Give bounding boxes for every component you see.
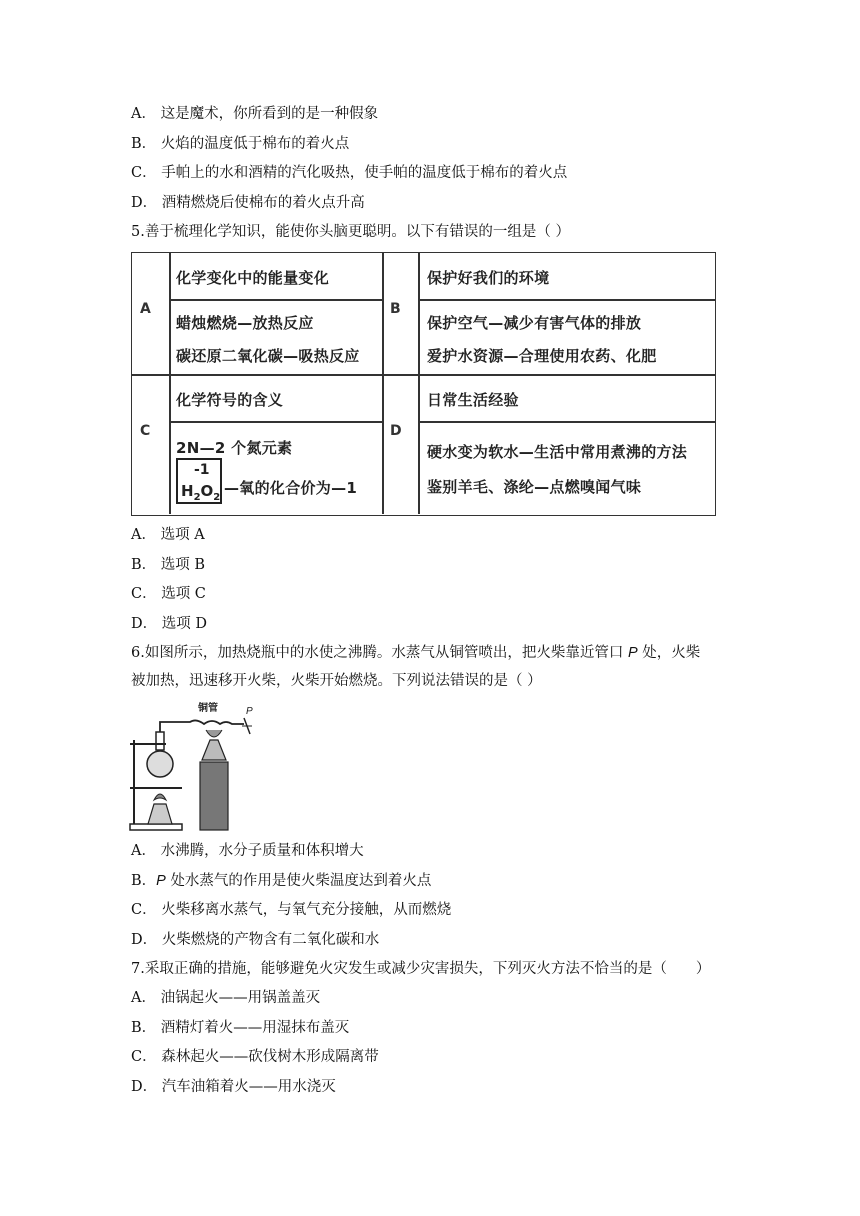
point-p-label: P: [246, 706, 253, 717]
q6-option-b: B．P 处水蒸气的作用是使火柴温度达到着火点: [131, 873, 432, 889]
group-c-line-1: 2N—2 个氮元素: [176, 439, 293, 457]
table-divider: [169, 421, 382, 423]
group-a-line-1: 蜡烛燃烧—放热反应: [176, 314, 314, 332]
table-divider: [418, 253, 420, 514]
q5-stem: 5.善于梳理化学知识，能使你头脑更聪明。以下有错误的一组是（ ）: [131, 224, 570, 240]
group-d-heading: 日常生活经验: [427, 391, 519, 409]
group-a-letter: A: [140, 301, 151, 317]
group-a-line-2: 碳还原二氧化碳—吸热反应: [176, 347, 360, 365]
q7-option-b: B． 酒精灯着火——用湿抹布盖灭: [131, 1020, 350, 1036]
group-c-heading: 化学符号的含义: [176, 391, 284, 409]
group-d-line-2: 鉴别羊毛、涤纶—点燃嗅闻气味: [427, 478, 642, 496]
q5-option-b: B． 选项 B: [131, 557, 206, 573]
table-divider: [169, 299, 382, 301]
q7-option-d: D． 汽车油箱着火——用水浇灭: [131, 1079, 336, 1095]
q5-option-d: D． 选项 D: [131, 616, 207, 632]
q7-option-c: C． 森林起火——砍伐树木形成隔离带: [131, 1049, 379, 1065]
q7-option-a: A． 油锅起火——用锅盖盖灭: [131, 990, 321, 1006]
copper-tube-label: 铜管: [198, 703, 218, 714]
valence-label: -1: [194, 462, 210, 478]
q6-option-a: A． 水沸腾，水分子质量和体积增大: [131, 843, 364, 859]
group-c-letter: C: [140, 423, 151, 439]
table-divider: [132, 374, 715, 376]
q6-stem-line-2: 被加热，迅速移开火柴，火柴开始燃烧。下列说法错误的是（ ）: [131, 673, 542, 689]
steam-apparatus-figure: [126, 700, 262, 834]
table-divider: [382, 253, 384, 514]
h2o2-valence-box: [176, 458, 222, 504]
q4-option-d: D． 酒精燃烧后使棉布的着火点升高: [131, 195, 365, 211]
apparatus-drawing: [126, 700, 262, 834]
q5-option-c: C． 选项 C: [131, 586, 206, 602]
group-b-heading: 保护好我们的环境: [427, 269, 550, 287]
q6-stem-line-1: 6.如图所示，加热烧瓶中的水使之沸腾。水蒸气从铜管喷出，把火柴靠近管口 P 处，火柴: [131, 645, 701, 661]
q4-option-a: A． 这是魔术，你所看到的是一种假象: [131, 106, 379, 122]
group-c-line-2: —氧的化合价为—1: [224, 479, 358, 497]
table-divider: [169, 253, 171, 514]
group-b-letter: B: [390, 301, 401, 317]
table-divider: [418, 299, 715, 301]
q5-knowledge-table: [131, 252, 716, 516]
q5-option-a: A． 选项 A: [131, 527, 205, 543]
group-d-line-1: 硬水变为软水—生活中常用煮沸的方法: [427, 443, 688, 461]
group-b-line-1: 保护空气—减少有害气体的排放: [427, 314, 642, 332]
q6-option-d: D． 火柴燃烧的产物含有二氧化碳和水: [131, 932, 380, 948]
q4-option-c: C． 手帕上的水和酒精的汽化吸热，使手帕的温度低于棉布的着火点: [131, 165, 568, 181]
h2o2-formula: $H_2O_2$: [181, 482, 221, 503]
group-d-letter: D: [390, 423, 402, 439]
q6-option-c: C． 火柴移离水蒸气，与氧气充分接触，从而燃烧: [131, 902, 452, 918]
group-b-line-2: 爱护水资源—合理使用农药、化肥: [427, 347, 657, 365]
q7-stem: 7.采取正确的措施，能够避免火灾发生或减少灾害损失，下列灭火方法不恰当的是（ ）: [131, 961, 711, 977]
q4-option-b: B． 火焰的温度低于棉布的着火点: [131, 136, 350, 152]
table-divider: [418, 421, 715, 423]
group-a-heading: 化学变化中的能量变化: [176, 269, 330, 287]
